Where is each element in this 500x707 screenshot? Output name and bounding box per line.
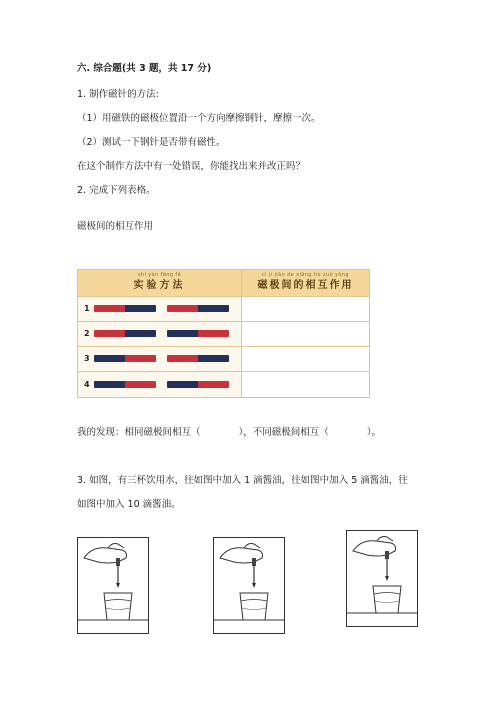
answer-cell-3[interactable] — [242, 347, 369, 371]
q2-subtitle: 磁极间的相互作用 — [77, 221, 154, 232]
row-divider — [78, 321, 369, 322]
q3-line1: 3. 如图，有三杯饮用水，往如图中加入 1 滴酱油，往如图中加入 5 滴酱油，往 — [77, 475, 408, 486]
header-interaction-pinyin: cí jí jiān de xiāng hù zuò yòng — [261, 272, 349, 278]
header-interaction — [242, 270, 369, 296]
answer-cell-1[interactable] — [242, 297, 369, 321]
bar-magnet — [167, 305, 229, 312]
row-number-3: 3 — [84, 354, 90, 363]
q2-title: 2. 完成下列表格。 — [77, 185, 156, 196]
magnet-interaction-table — [77, 269, 370, 398]
row-number-4: 4 — [84, 380, 90, 389]
q1-title: 1. 制作磁针的方法: — [77, 89, 159, 100]
bar-magnet — [167, 381, 229, 388]
bar-magnet — [167, 330, 229, 337]
section-title: 六. 综合题(共 3 题，共 17 分) — [77, 63, 212, 74]
header-interaction-title: 磁极间的相互作用 — [257, 280, 354, 291]
answer-cell-2[interactable] — [242, 322, 369, 346]
q3-line2: 如图中加入 10 滴酱油。 — [77, 499, 181, 510]
row-divider — [78, 371, 369, 372]
q2-finding: 我的发现：相同磁极间相互（ ），不同磁极间相互（ ）。 — [77, 427, 382, 438]
bar-magnet — [167, 355, 229, 362]
dropper-cup-illustration-2 — [213, 537, 285, 634]
row-divider — [78, 346, 369, 347]
header-method — [78, 270, 241, 296]
bar-magnet — [94, 330, 156, 337]
q1-question: 在这个制作方法中有一处错误，你能找出来并改正吗？ — [77, 161, 306, 172]
row-number-2: 2 — [84, 329, 90, 338]
header-method-pinyin: shí yàn fāng fǎ — [137, 272, 182, 278]
bar-magnet — [94, 305, 156, 312]
q1-step2: （2）测试一下钢针是否带有磁性。 — [77, 137, 226, 148]
bar-magnet — [94, 355, 156, 362]
dropper-cup-illustration-1 — [77, 537, 149, 634]
header-method-title: 实验方法 — [133, 280, 186, 291]
answer-cell-4[interactable] — [242, 372, 369, 397]
dropper-cup-illustration-3 — [346, 530, 418, 627]
row-number-1: 1 — [84, 304, 90, 313]
q1-step1: （1）用磁铁的磁极位置沿一个方向摩擦钢针，摩擦一次。 — [77, 113, 321, 124]
dropper-cup-icon — [347, 531, 417, 626]
dropper-cup-icon — [78, 538, 148, 633]
table-header — [78, 270, 369, 296]
bar-magnet — [94, 381, 156, 388]
row-divider — [78, 296, 369, 297]
dropper-cup-icon — [214, 538, 284, 633]
